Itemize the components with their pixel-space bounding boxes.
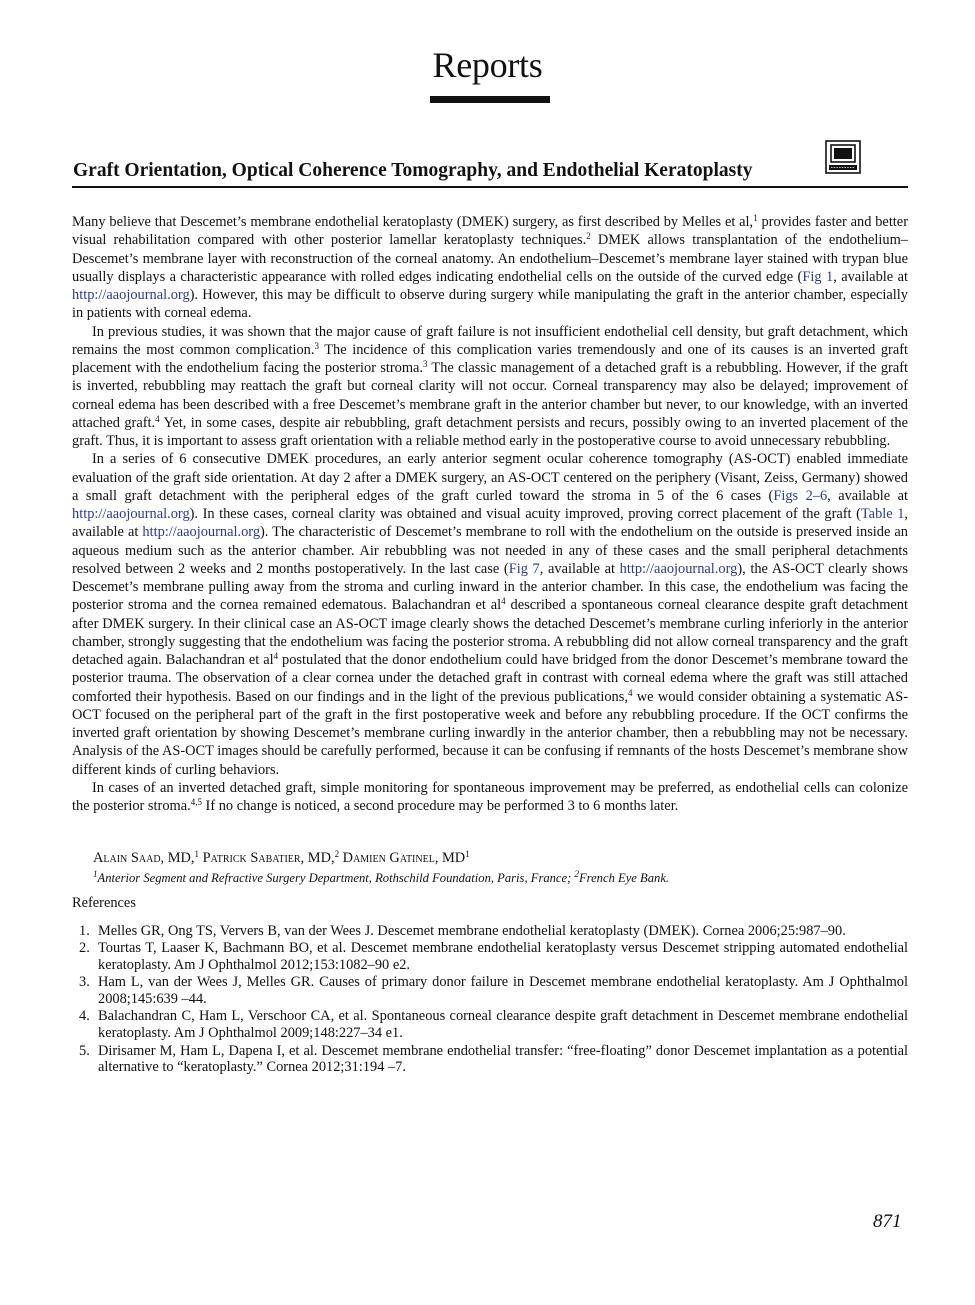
text: In a series of 6 consecutive DMEK procedures, an early anterior segment ocular coherence tomography (AS-OCT) enabled immediate evaluation of the graft side orientation. At day 2 after a DMEK surgery, an AS-OCT centered on the periphery (Visant, Zeiss, Germany) showed a small graft detachment with the peripheral edges of the graft curled toward the stroma in 5 of the 6 cases ( bbox=[72, 451, 908, 504]
citation[interactable]: 4 bbox=[627, 687, 633, 698]
text: , available at bbox=[827, 487, 908, 504]
paragraph-1 bbox=[72, 213, 908, 323]
reference-text: Dirisamer M, Ham L, Dapena I, et al. Descemet membrane endothelial transfer: “free-floating” donor Descemet implantation as a potential alternative to “keratoplasty.” Cornea 2012;31:194 –7. bbox=[98, 1042, 908, 1076]
figure-link[interactable]: Fig 7 bbox=[508, 560, 540, 577]
citation[interactable]: 4 bbox=[273, 651, 279, 661]
text: ), the AS-OCT clearly shows Descemet’s membrane pulling away from the stroma and curling inward in the anterior chamber. In this case, the endothelium was facing the posterior stroma and the cornea remained edematous. Balachandran et al bbox=[72, 560, 908, 614]
author-name: Alain Saad, MD, bbox=[93, 850, 195, 866]
table-link[interactable]: Table 1 bbox=[860, 506, 905, 522]
text: postulated that the donor endothelium could have bridged from the donor Descemet’s membrane toward the posterior trauma. The observation of a clear cornea under the detached graft in contrast with corneal edema where the graft was still attached comforted their hypothesis. Based on our findings and in the light of the previous publications, bbox=[72, 652, 908, 705]
reference-number: 1. bbox=[79, 923, 90, 939]
affiliation-marker: 2 bbox=[574, 869, 579, 879]
journal-link[interactable]: http://aaojournal.org bbox=[72, 287, 190, 303]
text: described a spontaneous corneal clearance despite graft detachment after DMEK surgery. In their clinical case an AS-OCT image clearly shows the detached Descemet’s membrane curling inferiorly in the anterior chamber, strongly suggesting that the endothelium was facing the posterior stroma. A rebubbling did not allow corneal transparency and the graft detached again. Balachandran et al bbox=[72, 597, 908, 668]
reference-number: 3. bbox=[79, 974, 90, 991]
reference-text: Tourtas T, Laaser K, Bachmann BO, et al. Descemet membrane endothelial keratoplasty versus Descemet stripping automated endothelial keratoplasty. Am J Ophthalmol 2012;153:1082–90 e2. bbox=[98, 940, 908, 974]
journal-link[interactable]: http://aaojournal.org bbox=[142, 524, 261, 541]
paragraph-2 bbox=[72, 323, 908, 451]
reference-text: Ham L, van der Wees J, Melles GR. Causes of primary donor failure in Descemet membrane endothelial keratoplasty. Am J Ophthalmol 2008;145:639 –44. bbox=[98, 974, 908, 1008]
text: , available at bbox=[539, 560, 620, 577]
text: In cases of an inverted detached graft, simple monitoring for spontaneous improvement may be preferred, as endothelial cells can colonize the posterior stroma. bbox=[72, 779, 908, 814]
text: ). In these cases, corneal clarity was obtained and visual acuity improved, proving correct placement of the graft ( bbox=[189, 506, 861, 522]
journal-link[interactable]: http://aaojournal.org bbox=[72, 506, 190, 522]
citation[interactable]: 4 bbox=[155, 413, 160, 424]
citation[interactable]: 3 bbox=[314, 340, 319, 351]
text: DMEK allows transplantation of the endothelium–Descemet’s membrane layer with reconstruction of the corneal anatomy. An endothelium–Descemet’s membrane layer stained with trypan blue usually displays a characteristic appearance with rolled edges indicating endothelial cells on the outside of the curved edge ( bbox=[72, 232, 908, 285]
affiliation-marker: 1 bbox=[93, 869, 98, 879]
affiliation-text: Anterior Segment and Refractive Surgery Department, Rothschild Foundation, Paris, France; bbox=[97, 871, 575, 885]
author-name: Patrick Sabatier, MD, bbox=[202, 850, 335, 866]
text: If no change is noticed, a second procedure may be performed 3 to 6 months later. bbox=[201, 798, 679, 814]
author-affiliation: 2 bbox=[334, 849, 340, 859]
paragraph-3 bbox=[72, 450, 908, 779]
text: we would consider obtaining a systematic AS-OCT focused on the peripheral part of the graft in the first postoperative week and before any rebubbling procedure. If the OCT confirms the inverted graft orientation by showing Descemet’s membrane curling inwardly in the anterior chamber, then a rebubbling may not be necessary. Analysis of the AS-OCT images should be carefully performed, because it can be confusing if remnants of the hosts Descemet’s membrane show different kinds of curling behaviors. bbox=[72, 688, 909, 778]
citation[interactable]: 1 bbox=[753, 213, 758, 223]
page-number: 871 bbox=[873, 1211, 902, 1232]
text: The incidence of this complication varies tremendously and one of its causes is an inverted graft placement with the endothelium facing the posterior stroma. bbox=[72, 341, 908, 376]
citation[interactable]: 4,5 bbox=[190, 797, 202, 807]
computer-monitor-icon bbox=[825, 140, 861, 174]
references-list bbox=[72, 923, 908, 1077]
reference-number: 2. bbox=[79, 940, 90, 957]
author-list bbox=[93, 850, 470, 867]
section-heading: Reports bbox=[432, 45, 543, 85]
reference-item bbox=[72, 923, 908, 940]
section-rule bbox=[430, 96, 550, 103]
author-affiliation: 1 bbox=[194, 849, 200, 859]
text: , available at bbox=[72, 506, 908, 541]
author-affiliation: 1 bbox=[465, 849, 470, 859]
reference-number: 4. bbox=[79, 1008, 90, 1025]
article-body bbox=[72, 213, 908, 815]
citation[interactable]: 3 bbox=[423, 359, 428, 369]
text: The classic management of a detached graft is a rebubbling. However, if the graft is inverted, rebubbling may reattach the graft but corneal clarity will not occur. Corneal transparency may also be delayed; improvement of corneal edema has been described with a free Descemet’s membrane graft in the anterior chamber but never, to our knowledge, with an inverted attached graft. bbox=[72, 360, 909, 431]
text: , available at bbox=[833, 268, 908, 285]
citation[interactable]: 4 bbox=[501, 596, 506, 607]
text: In previous studies, it was shown that the major cause of graft failure is not insufficient endothelial cell density, but graft detachment, which remains the most common complication. bbox=[72, 323, 908, 358]
figure-link[interactable]: Figs 2–6 bbox=[773, 487, 828, 504]
text: Yet, in some cases, despite air rebubbling, graft detachment persists and recurs, possibly owing to an inverted placement of the graft. Thus, it is important to assess graft orientation with a reliable method early in the postoperative course to avoid unnecessary rebubbling. bbox=[72, 414, 908, 449]
article-title: Graft Orientation, Optical Coherence Tomography, and Endothelial Keratoplasty bbox=[73, 160, 753, 181]
citation[interactable]: 2 bbox=[586, 231, 591, 242]
author-name: Damien Gatinel, MD bbox=[342, 850, 466, 866]
reference-item bbox=[72, 1043, 908, 1077]
affiliations bbox=[93, 871, 669, 886]
paragraph-4 bbox=[72, 779, 908, 816]
reference-text: Melles GR, Ong TS, Ververs B, van der Wees J. Descemet membrane endothelial keratoplasty (DMEK). Cornea 2006;25:987–90. bbox=[98, 923, 846, 939]
title-rule bbox=[72, 186, 908, 188]
reference-item bbox=[72, 974, 908, 1008]
affiliation-text: French Eye Bank. bbox=[578, 871, 670, 885]
text: provides faster and better visual rehabilitation compared with other posterior lamellar keratoplasty techniques. bbox=[72, 214, 908, 249]
reference-item bbox=[72, 1008, 908, 1042]
text: ). The characteristic of Descemet’s membrane to roll with the endothelium on the outside is preserved inside an aqueous medium such as the anterior chamber. Air rebubbling was not needed in any of these cases and the small peripheral detachments resolved between 2 weeks and 2 months postoperatively. In the last case ( bbox=[72, 524, 908, 577]
reference-number: 5. bbox=[79, 1042, 90, 1059]
reference-item bbox=[72, 940, 908, 974]
figure-link[interactable]: Fig 1 bbox=[802, 268, 834, 285]
references-heading: References bbox=[72, 895, 136, 911]
journal-link[interactable]: http://aaojournal.org bbox=[619, 560, 738, 577]
reference-text: Balachandran C, Ham L, Verschoor CA, et al. Spontaneous corneal clearance despite graft detachment in Descemet membrane endothelial keratoplasty. Am J Ophthalmol 2009;148:227–34 e1. bbox=[98, 1008, 908, 1042]
text: ). However, this may be difficult to observe during surgery while manipulating the graft in the anterior chamber, especially in patients with corneal edema. bbox=[72, 287, 908, 322]
text: Many believe that Descemet’s membrane endothelial keratoplasty (DMEK) surgery, as first described by Melles et al, bbox=[72, 214, 754, 230]
